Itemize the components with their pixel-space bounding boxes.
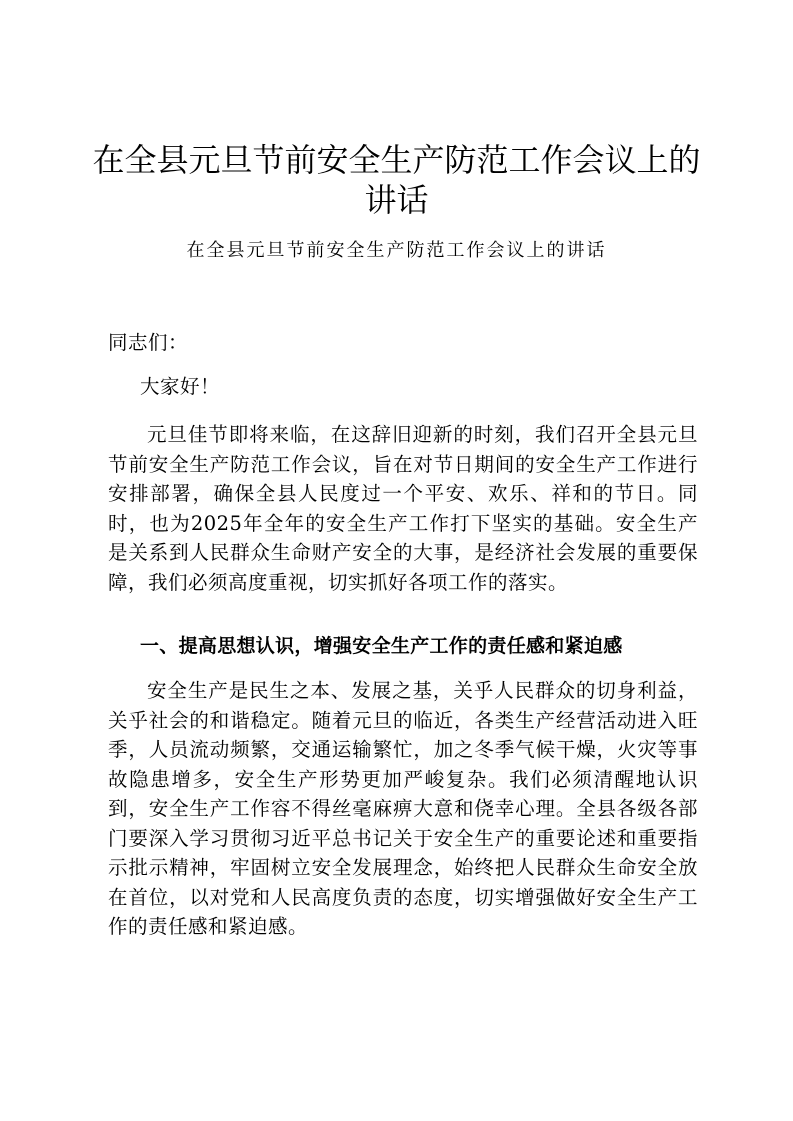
salutation: 同志们： xyxy=(108,331,189,354)
greeting: 大家好！ xyxy=(140,375,221,398)
section-heading-1: 一、提高思想认识，增强安全生产工作的责任感和紧迫感 xyxy=(140,635,623,657)
paragraph-intro: 元旦佳节即将来临，在这辞旧迎新的时刻，我们召开全县元旦节前安全生产防范工作会议，旨在对节日期间的安全生产工作进行安排部署，确保全县人民度过一个平安、欢乐、祥和的节日。同时，也为2025年全年的安全生产工作打下坚实的基础。安全生产是关系到人民群众生命财产安全的大事，是经济社会发展的重要保障，我们必须高度重视，切实抓好各项工作的落实。 xyxy=(108,423,698,594)
paragraph-section-1: 安全生产是民生之本、发展之基，关乎人民群众的切身利益，关乎社会的和谐稳定。随着元旦的临近，各类生产经营活动进入旺季，人员流动频繁，交通运输繁忙，加之冬季气候干燥，火灾等事故隐患增多，安全生产形势更加严峻复杂。我们必须清醒地认识到，安全生产工作容不得丝毫麻痹大意和侥幸心理。全县各级各部门要深入学习贯彻习近平总书记关于安全生产的重要论述和重要指示批示精神，牢固树立安全发展理念，始终把人民群众生命安全放在首位，以对党和人民高度负责的态度，切实增强做好安全生产工作的责任感和紧迫感。 xyxy=(108,679,698,938)
document-title: 在全县元旦节前安全生产防范工作会议上的讲话 xyxy=(92,141,701,219)
document-subtitle: 在全县元旦节前安全生产防范工作会议上的讲话 xyxy=(186,240,607,261)
